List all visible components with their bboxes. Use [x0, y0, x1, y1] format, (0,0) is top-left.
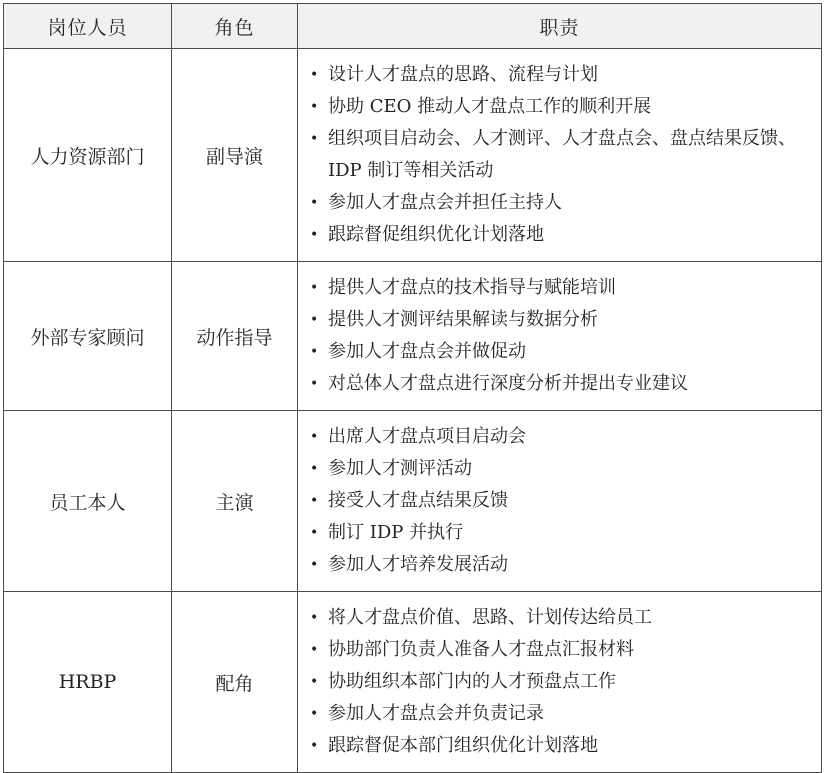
duty-list: [308, 272, 813, 400]
duty-item: • 提供人才测评结果解读与数据分析: [308, 304, 813, 336]
table-row: [4, 49, 822, 262]
table-header: [4, 4, 822, 49]
role-cell: 动作指导: [172, 262, 298, 411]
duty-list: [308, 421, 813, 581]
table-row: [4, 592, 822, 773]
header-role: 角色: [172, 4, 298, 49]
duty-item: • 出席人才盘点项目启动会: [308, 421, 813, 453]
duty-item: • 制订 IDP 并执行: [308, 517, 813, 549]
duty-item: • 将人才盘点价值、思路、计划传达给员工: [308, 602, 813, 634]
duty-item: • 接受人才盘点结果反馈: [308, 485, 813, 517]
role-cell: 副导演: [172, 49, 298, 262]
duty-item: • 协助组织本部门内的人才预盘点工作: [308, 666, 813, 698]
role-cell: 配角: [172, 592, 298, 773]
duty-list: [308, 59, 813, 251]
duties-cell: [298, 592, 822, 773]
duty-item: • 设计人才盘点的思路、流程与计划: [308, 59, 813, 91]
table-row: [4, 262, 822, 411]
position-cell: 人力资源部门: [4, 49, 172, 262]
duties-cell: [298, 49, 822, 262]
role-cell: 主演: [172, 411, 298, 592]
duty-item: • 参加人才盘点会并做促动: [308, 336, 813, 368]
position-cell: 员工本人: [4, 411, 172, 592]
position-cell: 外部专家顾问: [4, 262, 172, 411]
table-row: [4, 411, 822, 592]
header-duties: 职责: [298, 4, 822, 49]
position-cell: HRBP: [4, 592, 172, 773]
duty-item: • 跟踪督促组织优化计划落地: [308, 219, 813, 251]
duty-item: • 对总体人才盘点进行深度分析并提出专业建议: [308, 368, 813, 400]
header-position: 岗位人员: [4, 4, 172, 49]
duties-cell: [298, 262, 822, 411]
header-row: [4, 4, 822, 49]
duty-item: • 组织项目启动会、人才测评、人才盘点会、盘点结果反馈、IDP 制订等相关活动: [308, 123, 813, 187]
roles-responsibilities-table: [3, 3, 822, 773]
duty-item: • 提供人才盘点的技术指导与赋能培训: [308, 272, 813, 304]
duty-item: • 参加人才盘点会并担任主持人: [308, 187, 813, 219]
duties-cell: [298, 411, 822, 592]
duty-item: • 参加人才盘点会并负责记录: [308, 698, 813, 730]
duty-item: • 协助 CEO 推动人才盘点工作的顺利开展: [308, 91, 813, 123]
duty-item: • 跟踪督促本部门组织优化计划落地: [308, 730, 813, 762]
duty-item: • 协助部门负责人准备人才盘点汇报材料: [308, 634, 813, 666]
duty-item: • 参加人才测评活动: [308, 453, 813, 485]
duty-list: [308, 602, 813, 762]
duty-item: • 参加人才培养发展活动: [308, 549, 813, 581]
